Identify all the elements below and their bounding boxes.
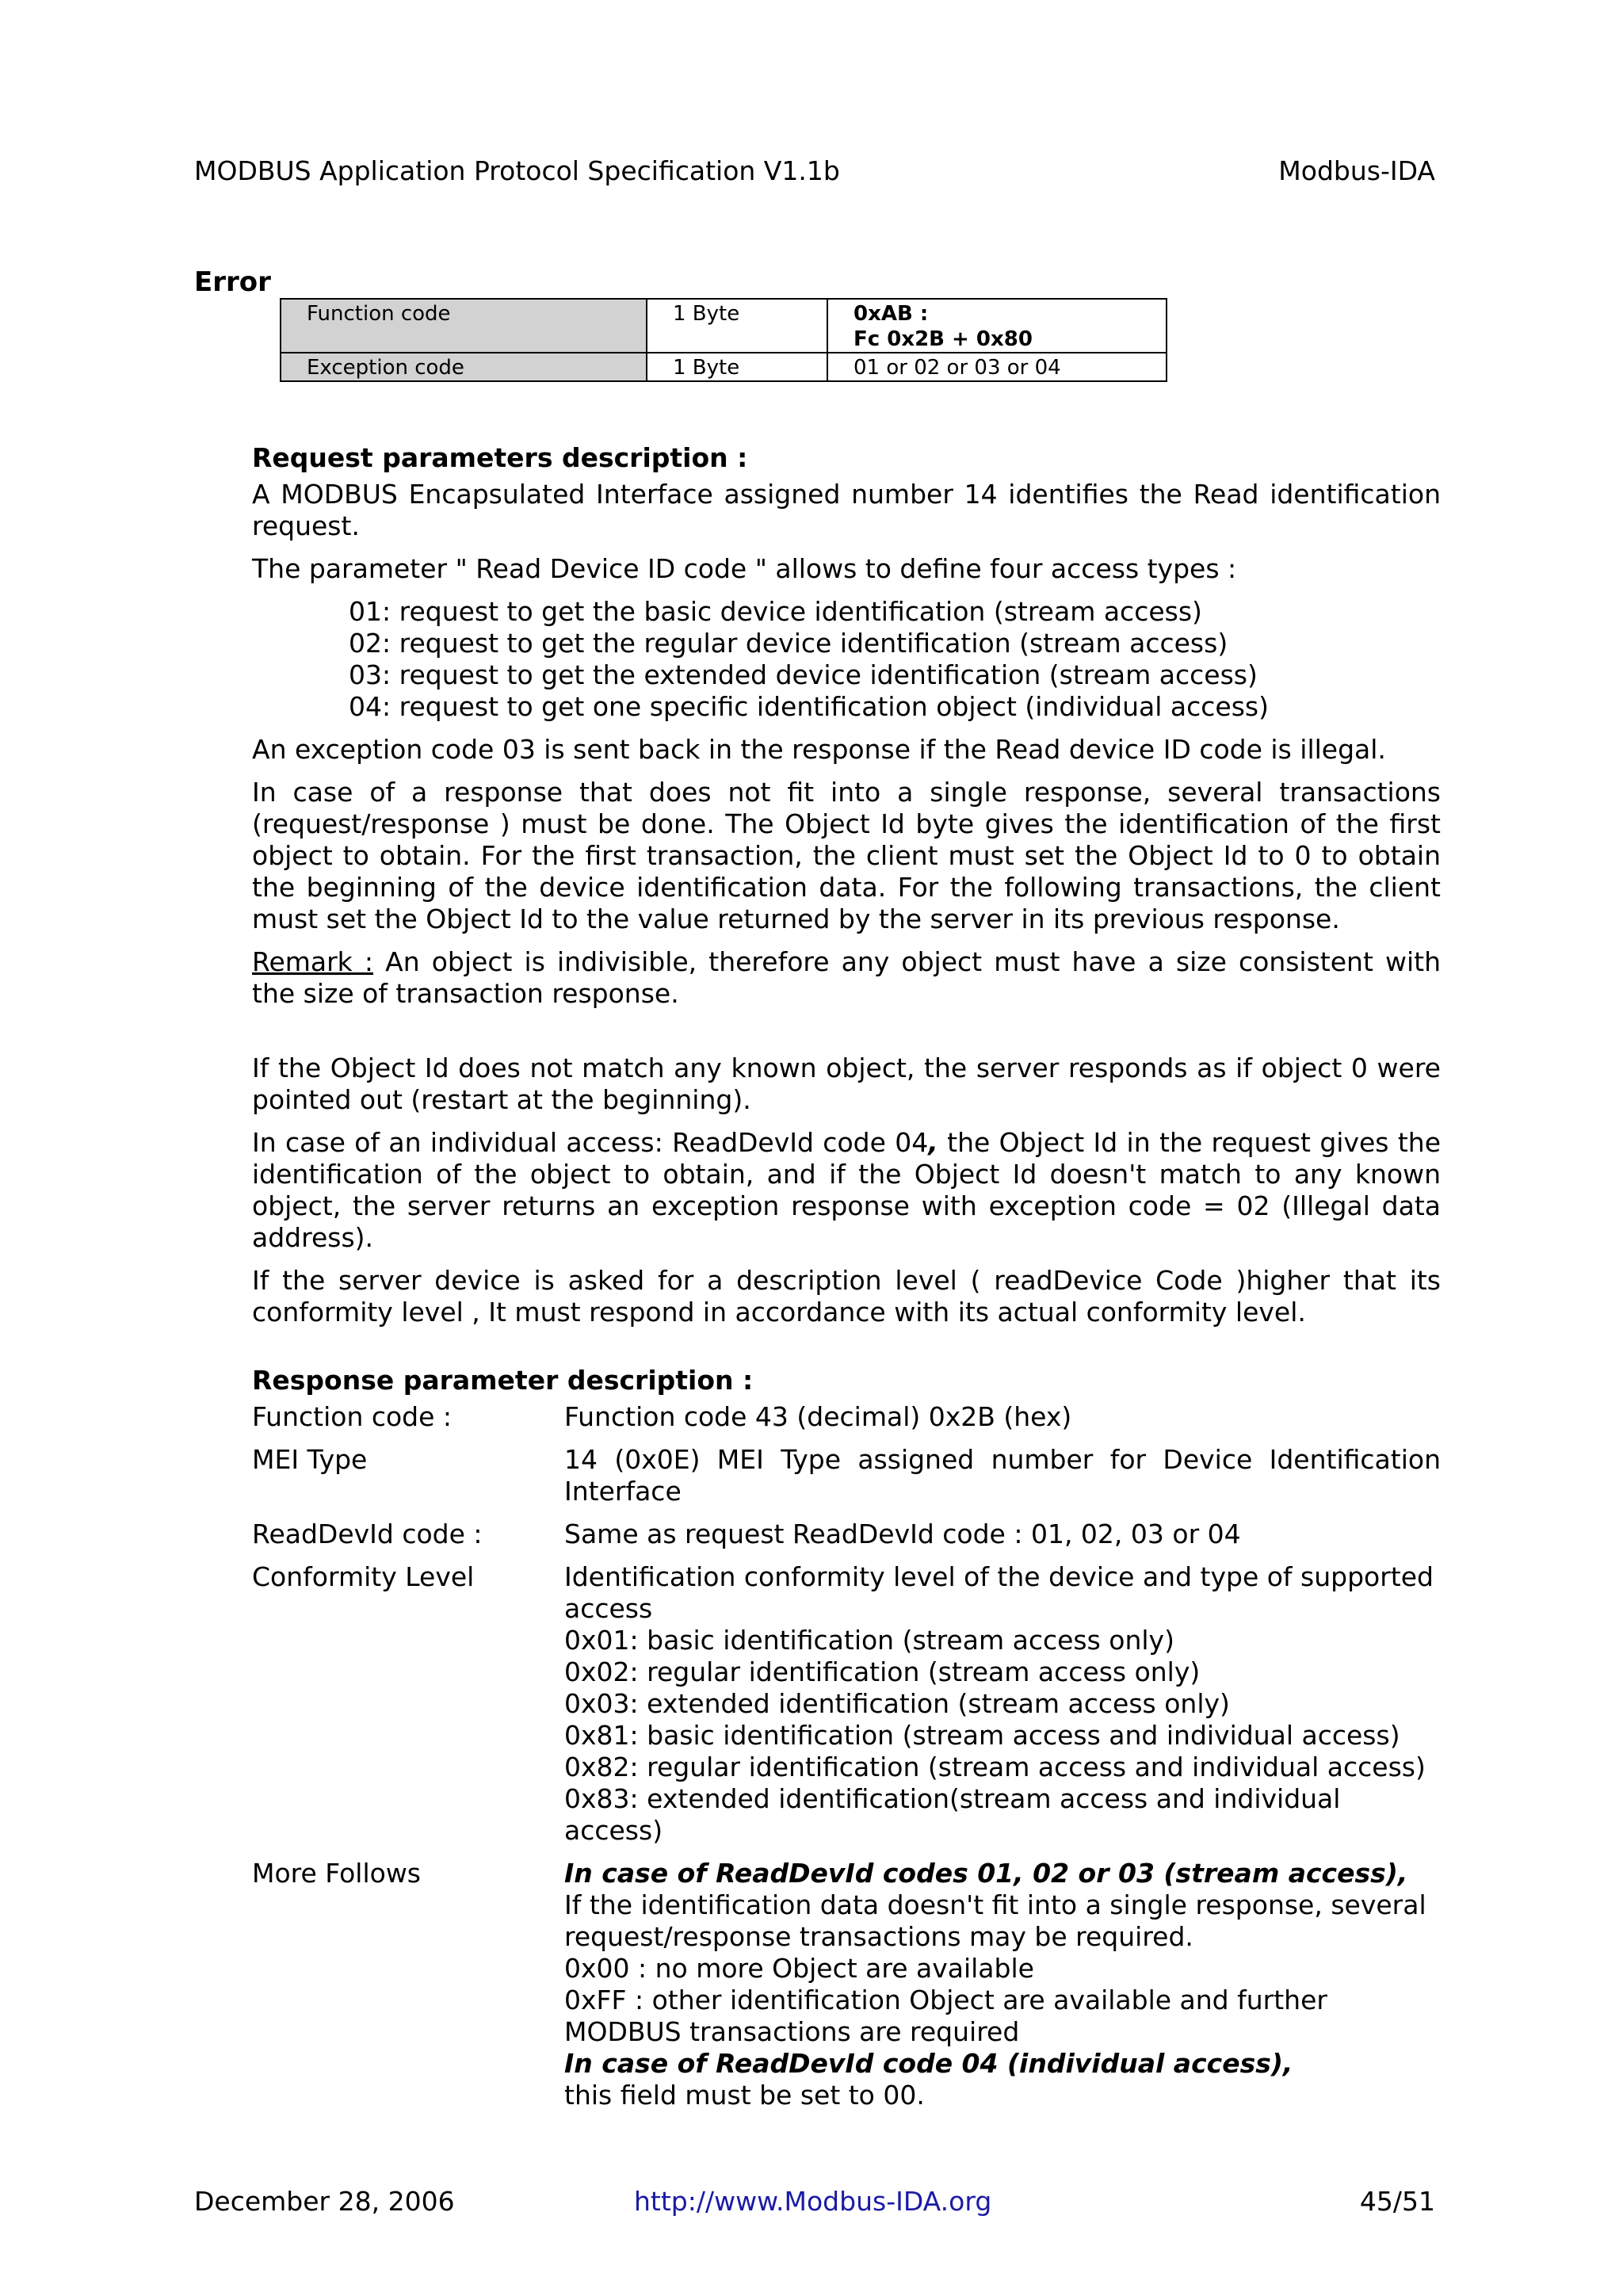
error-title: Error [194,266,271,298]
size-cell: 1 Byte [647,353,827,381]
fc-label: Function code : [252,1401,453,1432]
mf-line: 0xFF : other identification Object are available and further [564,1985,1327,2015]
access-types-list [349,596,1269,723]
request-p3: An exception code 03 is sent back in the response if the Read device ID code is illegal. [252,734,1386,765]
conformity-line: 0x01: basic identification (stream access only) [564,1625,1174,1656]
conformity-label: Conformity Level [252,1561,475,1592]
mf-line: request/response transactions may be required. [564,1921,1193,1952]
conformity-line: 0x03: extended identification (stream access only) [564,1688,1230,1719]
mei-value: 14 (0x0E) MEI Type assigned number for Device Identification Interface [564,1444,1441,1507]
request-p2: The parameter " Read Device ID code " allows to define four access types : [252,553,1237,584]
mf-line: If the identification data doesn't fit into a single response, several [564,1889,1426,1920]
conformity-line: 0x02: regular identification (stream access only) [564,1656,1201,1687]
value-cell [827,299,1167,353]
list-item: 01: request to get the basic device identification (stream access) [349,596,1202,627]
response-heading: Response parameter description : [252,1365,754,1396]
footer-page: 45/51 [1359,2186,1435,2217]
value-line-1: 0xAB : [854,302,929,326]
size-cell: 1 Byte [647,299,827,353]
header-org: Modbus-IDA [1278,155,1435,186]
request-p1: A MODBUS Encapsulated Interface assigned number 14 identifies the Read identification request. [252,479,1441,541]
request-heading: Request parameters description : [252,442,748,473]
request-p5: If the Object Id does not match any known object, the server responds as if object 0 were pointed out (restart at the beginning). [252,1052,1441,1115]
readdevid-value: Same as request ReadDevId code : 01, 02, 03 or 04 [564,1519,1241,1549]
list-item: 04: request to get one specific identification object (individual access) [349,691,1269,722]
value-line-2: Fc 0x2B + 0x80 [854,327,1033,351]
p6-part-a: In case of an individual access: ReadDevId code 04 [252,1127,929,1158]
p6-part-b: the Object Id in the request gives the identification of the object to obtain, and if the Object Id doesn't match to any known object, the server returns an exception response with exception code = 02 (Illegal data address). [252,1127,1441,1253]
more-follows-value [564,1858,1441,2111]
mf-line: In case of ReadDevId codes 01, 02 or 03 (stream access), [564,1858,1408,1889]
conformity-line: access) [564,1815,663,1846]
conformity-line: 0x82: regular identification (stream access and individual access) [564,1752,1426,1782]
more-follows-label: More Follows [252,1858,422,1889]
readdevid-label: ReadDevId code : [252,1519,483,1549]
mf-line: MODBUS transactions are required [564,2016,1020,2047]
conformity-line: 0x83: extended identification(stream access and individual [564,1783,1341,1814]
list-item: 02: request to get the regular device identification (stream access) [349,628,1228,659]
conformity-line: 0x81: basic identification (stream access and individual access) [564,1720,1400,1751]
remark-label: Remark : [252,946,374,977]
field-cell: Function code [281,299,647,353]
request-p7: If the server device is asked for a description level ( readDevice Code )higher that its conformity level , It must respond in accordance with its actual conformity level. [252,1265,1441,1328]
footer-date: December 28, 2006 [194,2186,455,2217]
request-p4: In case of a response that does not fit into a single response, several transactions (request/response ) must be done. The Object Id byte gives the identification of the first object to obtain. For the first transaction, the client must set the Object Id to 0 to obtain the beginning of the device identification data. For the following transactions, the client must set the Object Id to the value returned by the server in its previous response. [252,777,1441,934]
mf-line: 0x00 : no more Object are available [564,1953,1034,1984]
conformity-value [564,1561,1441,1847]
header-title: MODBUS Application Protocol Specification V1.1b [194,155,840,186]
fc-value: Function code 43 (decimal) 0x2B (hex) [564,1401,1072,1432]
field-cell: Exception code [281,353,647,381]
conformity-line: Identification conformity level of the device and type of supported [564,1561,1434,1592]
conformity-line: access [564,1593,653,1624]
mei-label: MEI Type [252,1444,368,1475]
p6-comma: , [928,1127,938,1158]
table-row [281,299,1167,353]
table-row [281,353,1167,381]
error-table [280,298,1167,382]
request-p6 [252,1127,1441,1254]
mf-line: this field must be set to 00. [564,2080,925,2111]
footer-url[interactable]: http://www.Modbus-IDA.org [634,2186,992,2217]
remark-text: An object is indivisible, therefore any object must have a size consistent with the size of transaction response. [252,946,1442,1009]
remark [252,946,1441,1010]
list-item: 03: request to get the extended device identification (stream access) [349,659,1258,690]
value-cell: 01 or 02 or 03 or 04 [827,353,1167,381]
mf-line: In case of ReadDevId code 04 (individual access), [564,2048,1293,2079]
